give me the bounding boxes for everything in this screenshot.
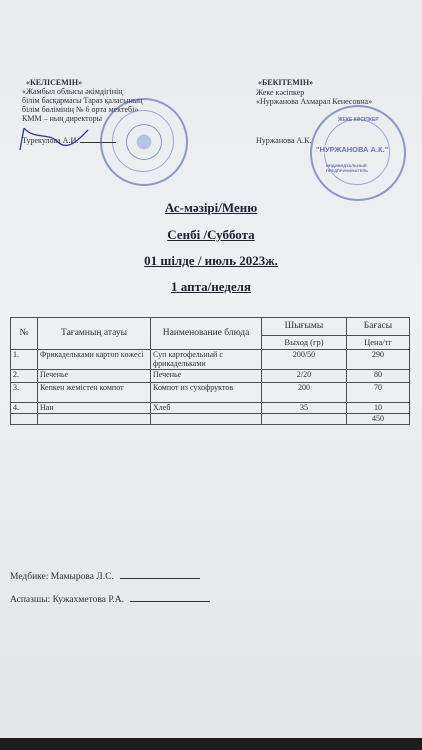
col-header-output: Шығымы — [262, 318, 347, 336]
table-row — [11, 383, 410, 403]
col-header-name-kz: Тағамның атауы — [38, 318, 151, 350]
row-name-ru: Печенье — [151, 370, 262, 383]
table-row — [11, 350, 410, 370]
stamp-main-text: "НУРЖАНОВА А.К." — [316, 145, 389, 154]
school-seal — [100, 98, 188, 186]
photo-bottom-edge — [0, 738, 422, 750]
total-price: 450 — [347, 414, 410, 425]
approve-left-label: «КЕЛІСЕМІН» — [26, 78, 83, 87]
stamp-top-text: ЖЕКЕ КӘСІПКЕР — [338, 117, 379, 123]
row-num: 3. — [11, 383, 38, 403]
row-price: 10 — [347, 403, 410, 414]
nurse-signature-line — [10, 572, 200, 582]
col-subheader-output: Выход (гр) — [262, 336, 347, 350]
menu-title: Ас-мәзірі/Меню — [164, 200, 258, 215]
row-price: 290 — [347, 350, 410, 370]
row-name-ru: Суп картофельный с фрикадельками — [151, 350, 262, 370]
row-name-kz: Кепкен жемістен компот — [38, 383, 151, 403]
row-output: 200 — [262, 383, 347, 403]
cook-label: Аспазшы: Кужахметова Р.А. — [10, 595, 125, 605]
row-name-ru: Компот из сухофруктов — [151, 383, 262, 403]
left-signer-name: Турекулова А.И. — [22, 136, 79, 145]
row-num: 1. — [11, 350, 38, 370]
col-header-name-ru: Наименование блюда — [151, 318, 262, 350]
table-row — [11, 370, 410, 383]
nurse-signature-blank — [120, 578, 200, 579]
cook-signature-blank — [130, 601, 210, 602]
left-signature — [14, 120, 94, 160]
col-header-price: Бағасы — [347, 318, 410, 336]
week-title: 1 апта/неделя — [171, 279, 251, 294]
row-num: 2. — [11, 370, 38, 383]
right-header-line-1: Жеке кәсіпкер — [256, 88, 305, 97]
row-name-kz: Печенье — [38, 370, 151, 383]
table-header-row — [11, 318, 410, 336]
table-row — [11, 403, 410, 414]
col-subheader-price: Цена/тг — [347, 336, 410, 350]
row-price: 80 — [347, 370, 410, 383]
stamp-ring-text: ИНДИВИДУАЛЬНЫЙ ПРЕДПРИНИМАТЕЛЬ — [326, 163, 369, 173]
right-header-line-2: «Нуржанова Ахмарал Кенесовна» — [256, 97, 373, 106]
left-header-line-3: білім бөлімінің № 6 орта мектебі» — [22, 105, 139, 114]
approve-right-label: «БЕКІТЕМІН» — [258, 78, 314, 87]
left-header-line-2: білім басқармасы Тараз қаласының — [22, 96, 143, 105]
col-header-num: № — [11, 318, 38, 350]
menu-table — [10, 317, 410, 425]
row-name-ru: Хлеб — [151, 403, 262, 414]
table-total-row — [11, 414, 410, 425]
row-name-kz: Фрикадельками картоп көжесі — [38, 350, 151, 370]
row-name-kz: Нан — [38, 403, 151, 414]
row-output: 200/50 — [262, 350, 347, 370]
entrepreneur-stamp — [310, 105, 406, 201]
row-price: 70 — [347, 383, 410, 403]
row-num: 4. — [11, 403, 38, 414]
date-title: 01 шілде / июль 2023ж. — [144, 253, 278, 268]
row-output: 2/20 — [262, 370, 347, 383]
left-header-line-4: КММ – ның директоры — [22, 114, 102, 123]
right-signer: Нуржанова А.К. — [256, 136, 312, 145]
kazakhstan-emblem-icon — [126, 124, 162, 160]
left-header-line-1: «Жамбыл облысы әкімдігінің — [22, 87, 123, 96]
nurse-label: Медбике: Мамырова Л.С. — [10, 572, 114, 582]
cook-signature-line — [10, 595, 210, 605]
day-title: Сенбі /Суббота — [167, 227, 255, 242]
row-output: 35 — [262, 403, 347, 414]
